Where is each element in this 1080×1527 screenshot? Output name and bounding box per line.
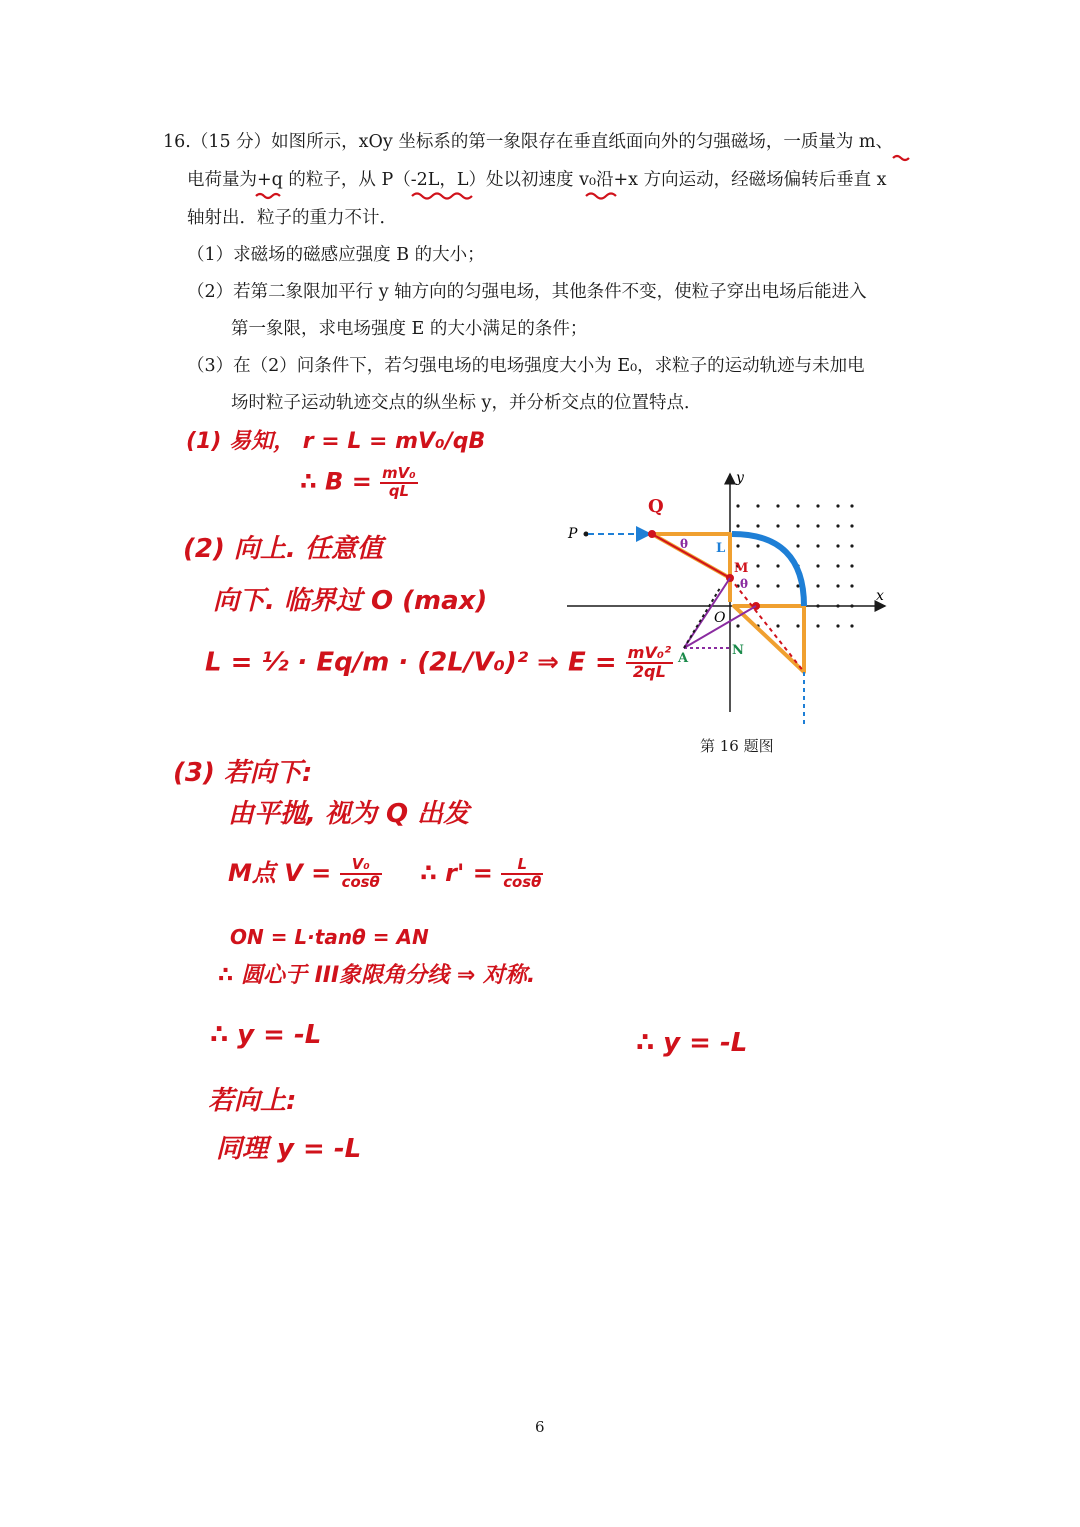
theta-label-1: θ (680, 537, 689, 551)
answer-3-velocity-fraction (340, 857, 382, 890)
red-construction (649, 531, 804, 725)
answer-1-line-2 (300, 466, 418, 499)
problem-figure (560, 460, 900, 730)
figure-caption: 第 16 题图 (700, 737, 774, 755)
underline-q (256, 194, 280, 198)
point-a-label: A (678, 651, 689, 666)
answer-3-result-left: ∴ y = -L (210, 1020, 322, 1050)
answer-3-radius-denominator: cosθ (503, 873, 542, 891)
answer-3-result-right: ∴ y = -L (636, 1028, 748, 1058)
page-number: 6 (535, 1418, 545, 1436)
answer-1-numerator: mV₀ (382, 464, 416, 482)
answer-1-denominator: qL (388, 481, 409, 500)
question-1: （1）求磁场的磁感应强度 B 的大小； (187, 245, 485, 265)
origin-label: O (714, 610, 726, 626)
answer-2-numerator: mV₀² (627, 643, 672, 662)
underline-v0 (586, 194, 616, 199)
answer-2-line-1: (2) 向上. 任意值 (183, 534, 383, 564)
answer-3-line-4: ∴ 圆心于 III象限角分线 ⇒ 对称. (218, 963, 536, 988)
problem-line-3: 轴射出．粒子的重力不计． (187, 208, 397, 228)
answer-2-arrow: ⇒ E = (537, 647, 617, 678)
theta-label-2: θ (740, 577, 749, 591)
answer-3-up-line: 同理 y = -L (216, 1134, 362, 1164)
question-2-line-2: 第一象限，求电场强度 E 的大小满足的条件； (231, 319, 588, 339)
answer-2-denominator: 2qL (632, 661, 666, 681)
problem-line-2: 电荷量为+q 的粒子，从 P（-2L，L）处以初速度 v₀沿+x 方向运动，经磁场偏转后垂直 x (187, 170, 887, 190)
answer-3-line-1: 由平抛, 视为 Q 出发 (228, 799, 470, 829)
answer-3-heading: (3) 若向下: (173, 758, 313, 788)
answer-3-up-heading: 若向上: (208, 1086, 297, 1116)
question-3-line-2: 场时粒子运动轨迹交点的纵坐标 y，并分析交点的位置特点． (231, 393, 702, 413)
answer-3-radius-fraction (501, 857, 543, 890)
point-n-label: N (732, 643, 744, 658)
answer-1-fraction (380, 466, 418, 499)
question-2-line-1: （2）若第二象限加平行 y 轴方向的匀强电场，其他条件不变，使粒子穿出电场后能进入 (187, 282, 867, 302)
underline-p (412, 194, 472, 199)
underline-m (893, 156, 909, 160)
answer-1-line-1: (1) 易知， r = L = mV₀/qB (186, 429, 486, 454)
y-axis-label: y (736, 470, 744, 486)
question-3-line-1: （3）在（2）问条件下，若匀强电场的电场强度大小为 E₀，求粒子的运动轨迹与未加电 (187, 356, 865, 376)
orange-construction (652, 534, 804, 672)
answer-3-velocity-numerator: V₀ (340, 857, 382, 875)
answer-3-line-3: ON = L·tanθ = AN (230, 925, 429, 949)
point-p-label: P (568, 526, 578, 542)
answer-3-radius-prefix: ∴ r' = (420, 859, 493, 887)
problem-line-1: 16.（15 分）如图所示，xOy 坐标系的第一象限存在垂直纸面向外的匀强磁场，一质量为 m、 (163, 132, 893, 152)
wavy-underlines (0, 0, 1080, 220)
point-m-label: M (734, 561, 749, 576)
point-p (584, 532, 589, 537)
answer-3-velocity-prefix: M点 V = (228, 859, 332, 887)
point-q-label: Q (648, 496, 664, 517)
answer-2-equation: L = ½ · Eq/m · (2L/V₀)² (205, 647, 529, 678)
answer-3-radius-numerator: L (501, 857, 543, 875)
x-axis-label: x (876, 588, 884, 604)
answer-3-line-2 (228, 853, 543, 891)
segment-l-label: L (716, 541, 726, 556)
answer-3-velocity-denominator: cosθ (341, 873, 380, 891)
answer-2-line-2: 向下. 临界过 O (max) (213, 586, 488, 616)
answer-1-prefix: ∴ B = (300, 467, 372, 496)
